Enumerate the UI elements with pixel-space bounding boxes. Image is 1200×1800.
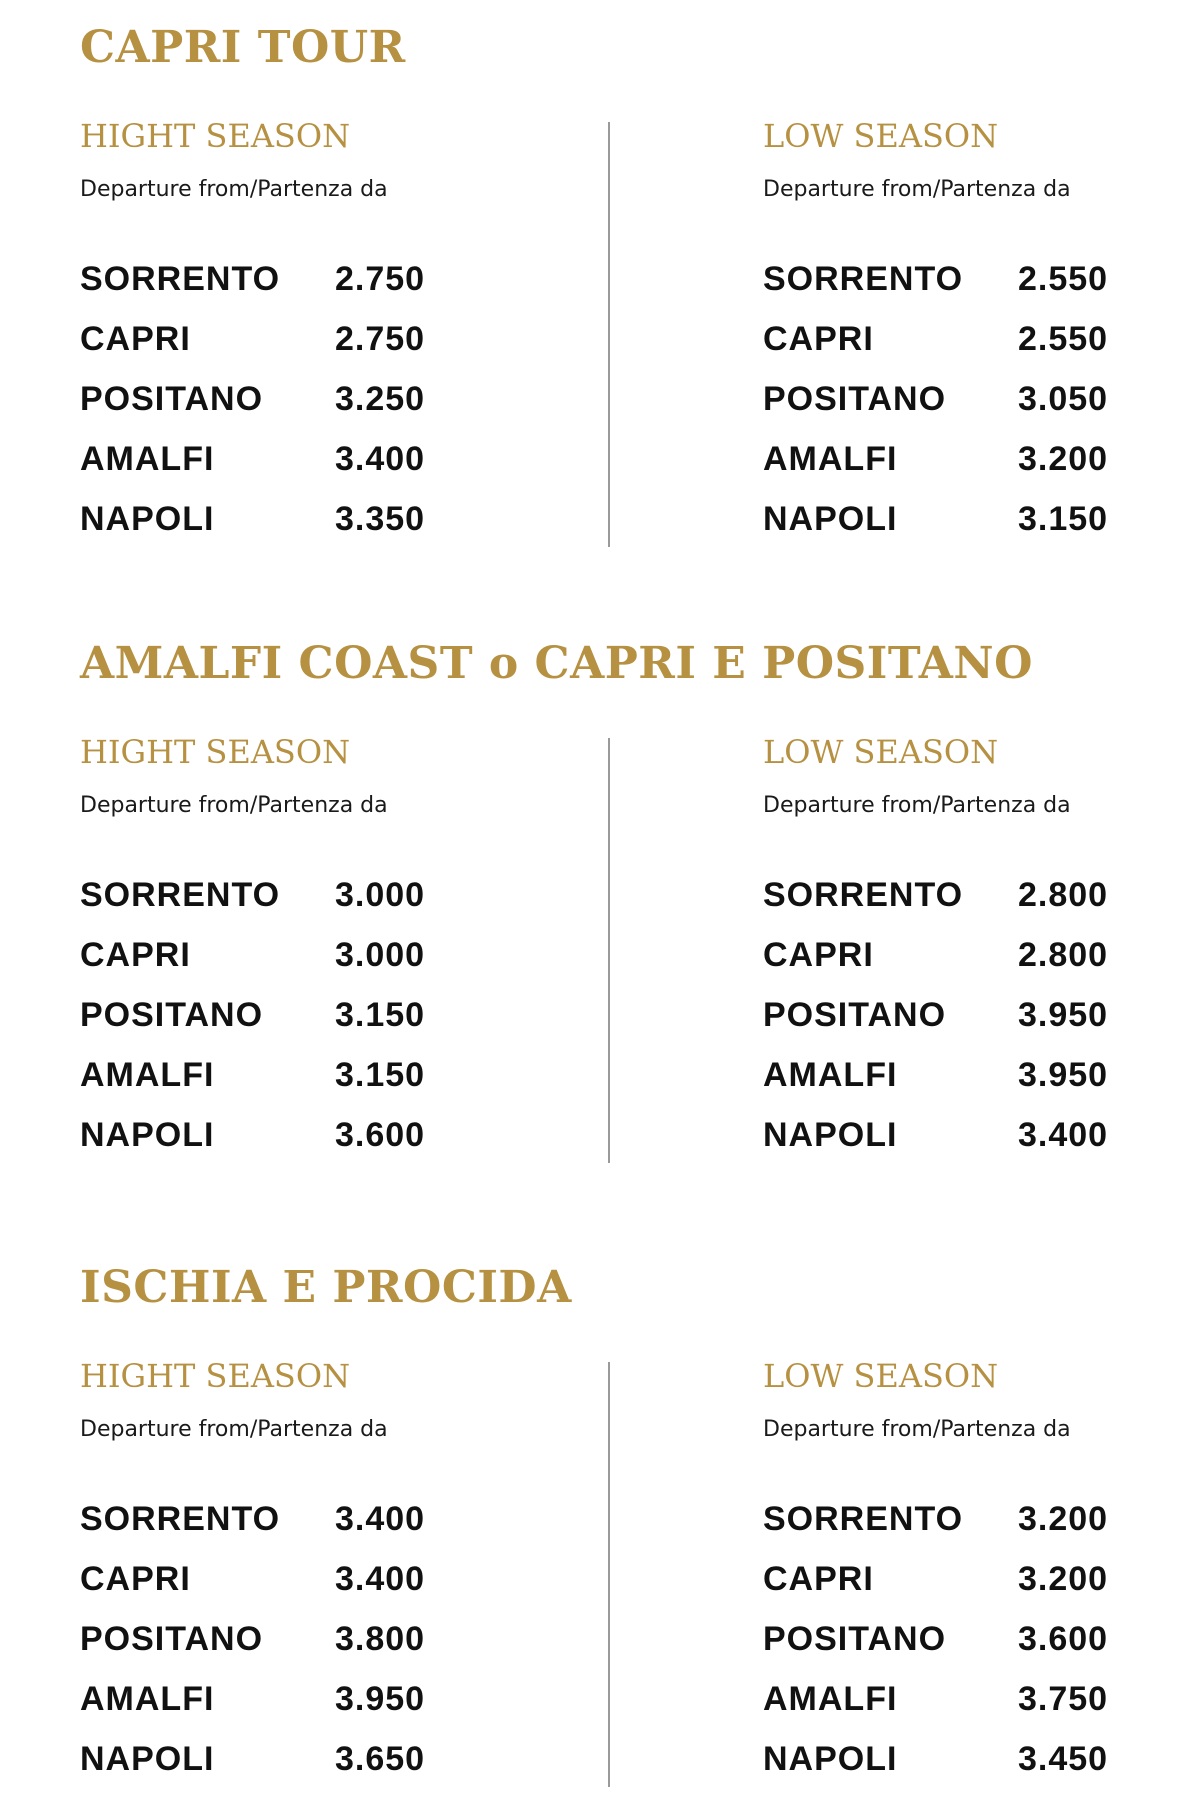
city-name: NAPOLI [80, 500, 215, 538]
section-amalfi-coast [0, 638, 1200, 1178]
city-name: CAPRI [80, 320, 191, 358]
price-value: 2.750 [335, 320, 426, 358]
city-name: AMALFI [763, 440, 898, 478]
city-name: POSITANO [763, 996, 947, 1034]
city-name: CAPRI [763, 320, 874, 358]
city-name: SORRENTO [763, 876, 964, 914]
city-name: SORRENTO [763, 260, 964, 298]
price-row [80, 1116, 500, 1176]
section-ischia-procida [0, 1262, 1200, 1800]
city-name: NAPOLI [763, 500, 898, 538]
price-row [763, 876, 1183, 936]
price-row [80, 320, 500, 380]
price-list [80, 1500, 500, 1800]
city-name: AMALFI [80, 1056, 215, 1094]
price-value: 3.050 [1018, 380, 1109, 418]
season-label: LOW SEASON [763, 1357, 999, 1395]
price-list [80, 260, 500, 560]
price-value: 3.400 [335, 1500, 426, 1538]
section-capri-tour [0, 22, 1200, 562]
section-title: AMALFI COAST o CAPRI E POSITANO [80, 638, 1033, 689]
price-value: 3.650 [335, 1740, 426, 1778]
price-value: 3.000 [335, 936, 426, 974]
price-row [763, 440, 1183, 500]
price-row [763, 1620, 1183, 1680]
city-name: NAPOLI [763, 1740, 898, 1778]
price-value: 3.250 [335, 380, 426, 418]
city-name: POSITANO [80, 380, 264, 418]
price-value: 3.200 [1018, 1500, 1109, 1538]
price-value: 2.550 [1018, 320, 1109, 358]
price-value: 3.800 [335, 1620, 426, 1658]
column-divider [608, 738, 610, 1163]
price-row [763, 1116, 1183, 1176]
price-row [763, 1560, 1183, 1620]
price-value: 3.950 [1018, 1056, 1109, 1094]
price-value: 3.600 [1018, 1620, 1109, 1658]
price-row [80, 1560, 500, 1620]
city-name: AMALFI [80, 1680, 215, 1718]
city-name: POSITANO [80, 996, 264, 1034]
low-season-column [763, 117, 1183, 577]
season-label: HIGHT SEASON [80, 1357, 351, 1395]
price-value: 3.400 [335, 1560, 426, 1598]
price-value: 2.800 [1018, 936, 1109, 974]
price-row [763, 1500, 1183, 1560]
price-value: 3.750 [1018, 1680, 1109, 1718]
price-value: 3.200 [1018, 1560, 1109, 1598]
departure-label: Departure from/Partenza da [80, 177, 388, 202]
high-season-column [80, 733, 500, 1193]
city-name: SORRENTO [80, 876, 281, 914]
city-name: NAPOLI [80, 1116, 215, 1154]
price-value: 3.350 [335, 500, 426, 538]
price-row [763, 1056, 1183, 1116]
price-row [763, 1740, 1183, 1800]
price-row [763, 1680, 1183, 1740]
city-name: AMALFI [763, 1680, 898, 1718]
city-name: SORRENTO [80, 1500, 281, 1538]
price-value: 3.950 [1018, 996, 1109, 1034]
price-row [763, 380, 1183, 440]
price-value: 2.750 [335, 260, 426, 298]
price-row [80, 1740, 500, 1800]
price-row [763, 996, 1183, 1056]
price-value: 3.600 [335, 1116, 426, 1154]
high-season-column [80, 117, 500, 577]
price-list [763, 876, 1183, 1176]
price-row [80, 1056, 500, 1116]
city-name: CAPRI [80, 936, 191, 974]
price-list [763, 1500, 1183, 1800]
season-label: LOW SEASON [763, 733, 999, 771]
price-value: 3.400 [1018, 1116, 1109, 1154]
price-value: 3.150 [335, 1056, 426, 1094]
price-row [763, 500, 1183, 560]
high-season-column [80, 1357, 500, 1797]
price-row [80, 380, 500, 440]
departure-label: Departure from/Partenza da [763, 1417, 1071, 1442]
price-value: 3.150 [335, 996, 426, 1034]
price-row [80, 876, 500, 936]
city-name: AMALFI [763, 1056, 898, 1094]
low-season-column [763, 733, 1183, 1193]
column-divider [608, 122, 610, 547]
price-row [80, 260, 500, 320]
season-label: HIGHT SEASON [80, 733, 351, 771]
price-value: 3.450 [1018, 1740, 1109, 1778]
city-name: POSITANO [763, 380, 947, 418]
price-value: 3.950 [335, 1680, 426, 1718]
price-row [80, 500, 500, 560]
price-row [80, 1620, 500, 1680]
price-row [80, 440, 500, 500]
price-row [763, 260, 1183, 320]
city-name: AMALFI [80, 440, 215, 478]
section-title: ISCHIA E PROCIDA [80, 1262, 572, 1313]
column-divider [608, 1362, 610, 1787]
low-season-column [763, 1357, 1183, 1797]
city-name: SORRENTO [763, 1500, 964, 1538]
price-row [763, 320, 1183, 380]
price-list [763, 260, 1183, 560]
price-value: 2.550 [1018, 260, 1109, 298]
season-label: HIGHT SEASON [80, 117, 351, 155]
departure-label: Departure from/Partenza da [80, 793, 388, 818]
price-value: 3.150 [1018, 500, 1109, 538]
price-row [80, 936, 500, 996]
departure-label: Departure from/Partenza da [80, 1417, 388, 1442]
city-name: POSITANO [80, 1620, 264, 1658]
price-row [80, 1680, 500, 1740]
city-name: CAPRI [80, 1560, 191, 1598]
departure-label: Departure from/Partenza da [763, 793, 1071, 818]
price-row [763, 936, 1183, 996]
price-row [80, 1500, 500, 1560]
city-name: NAPOLI [80, 1740, 215, 1778]
price-value: 3.400 [335, 440, 426, 478]
section-title: CAPRI TOUR [80, 22, 406, 73]
city-name: CAPRI [763, 1560, 874, 1598]
city-name: POSITANO [763, 1620, 947, 1658]
departure-label: Departure from/Partenza da [763, 177, 1071, 202]
city-name: SORRENTO [80, 260, 281, 298]
price-value: 2.800 [1018, 876, 1109, 914]
price-row [80, 996, 500, 1056]
price-value: 3.000 [335, 876, 426, 914]
price-value: 3.200 [1018, 440, 1109, 478]
city-name: CAPRI [763, 936, 874, 974]
season-label: LOW SEASON [763, 117, 999, 155]
city-name: NAPOLI [763, 1116, 898, 1154]
price-list [80, 876, 500, 1176]
